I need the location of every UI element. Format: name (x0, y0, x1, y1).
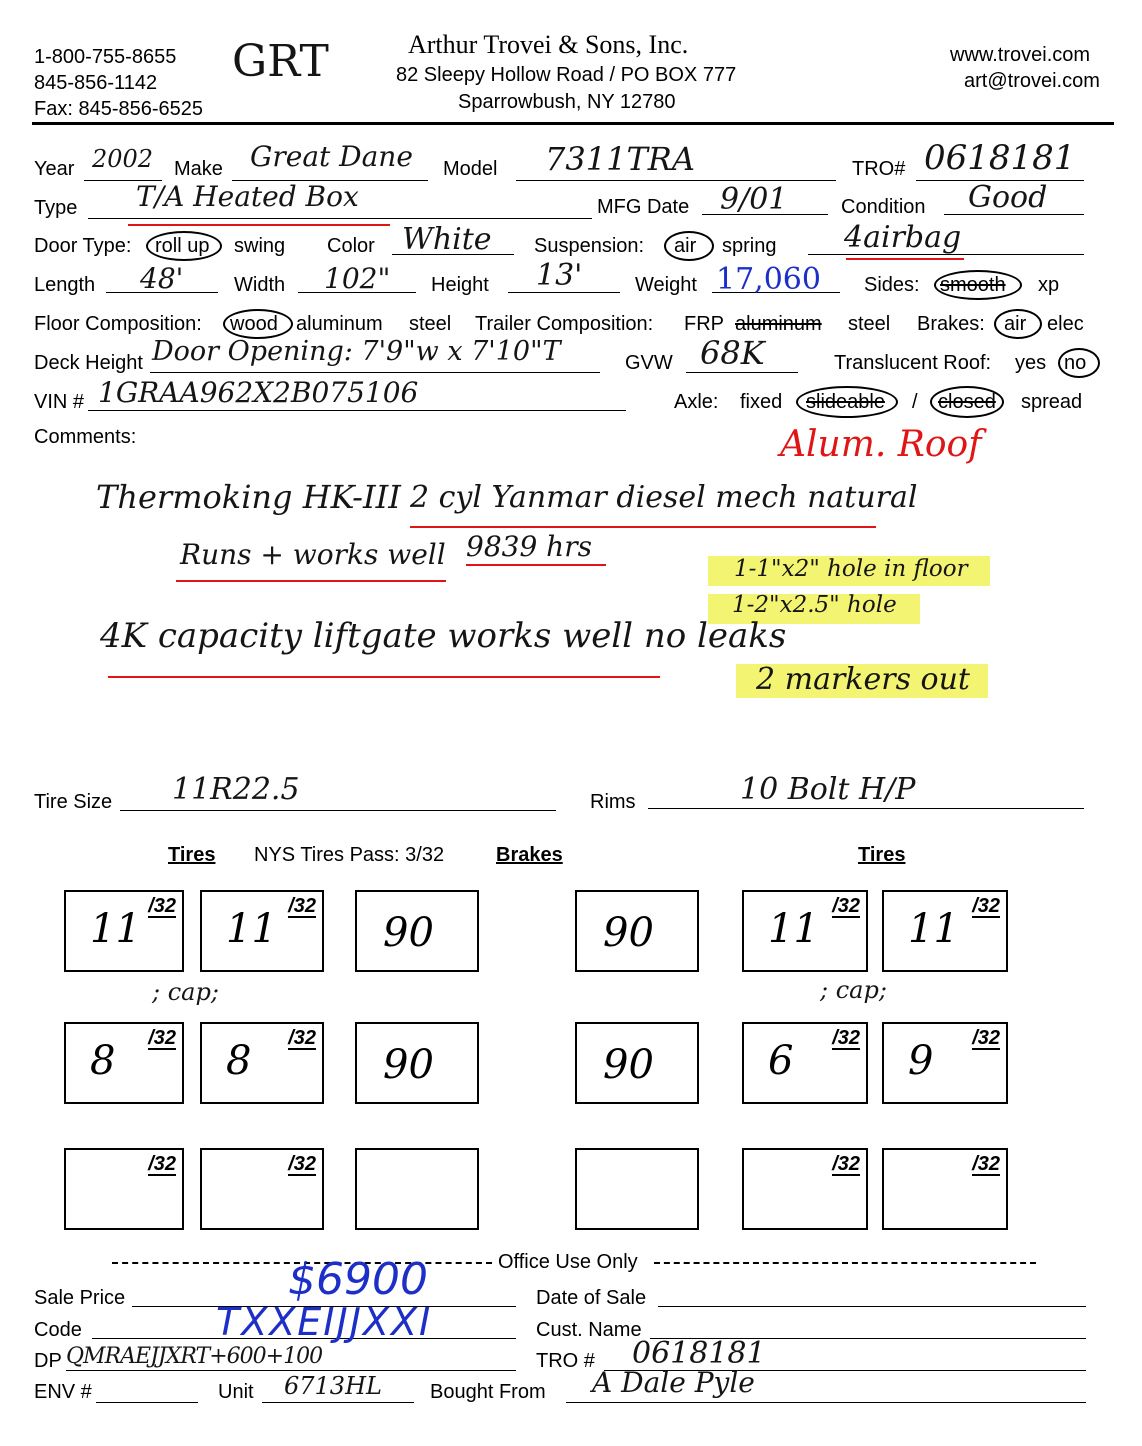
brakes-elec: elec (1047, 313, 1084, 335)
tire-box-r2-c1 (64, 1022, 184, 1104)
office-dash-right (654, 1262, 1036, 1264)
suspension-label: Suspension: (534, 235, 645, 257)
note-markers: 2 markers out (756, 662, 970, 697)
brakes-header: Brakes (496, 844, 563, 866)
suspension-spring: spring (722, 235, 777, 257)
mfg-date-label: MFG Date (597, 196, 690, 218)
translucent-no: no (1064, 352, 1087, 374)
color-value: White (402, 222, 492, 257)
tread-fraction-label: /32 (148, 1027, 176, 1049)
handwritten-code: GRT (232, 36, 329, 87)
tread-depth-value: 11 (90, 906, 141, 952)
dp-label: DP (34, 1350, 62, 1372)
tread-fraction-label: /32 (972, 1153, 1000, 1175)
brake-box-r2-c3 (355, 1022, 479, 1104)
tread-depth-value: 11 (908, 906, 959, 952)
door-roll-up: roll up (155, 235, 210, 257)
cap-note-right: ; cap; (820, 976, 887, 1004)
type-label: Type (34, 197, 78, 219)
type-value: T/A Heated Box (136, 180, 359, 213)
tire-box-r3-c1 (64, 1148, 184, 1230)
wood-circle (223, 309, 293, 339)
tread-depth-value: 6 (768, 1038, 794, 1084)
gvw-value: 68K (700, 334, 765, 372)
sale-price-value: $6900 (288, 1254, 428, 1305)
axle-slash: / (912, 391, 918, 413)
sides-label: Sides: (864, 274, 920, 296)
floor-wood: wood (230, 313, 278, 335)
comments-label: Comments: (34, 426, 137, 448)
tire-box-r3-c5 (742, 1148, 868, 1230)
no-circle (1058, 348, 1100, 378)
tread-fraction-label: /32 (972, 895, 1000, 917)
door-swing: swing (234, 235, 286, 257)
weight-value: 17,060 (716, 262, 821, 297)
brake-box-r3-c4 (575, 1148, 699, 1230)
tread-fraction-label: /32 (148, 1153, 176, 1175)
sale-price-label: Sale Price (34, 1287, 126, 1309)
comment-liftgate: 4K capacity liftgate works well no leaks (100, 616, 787, 656)
vin-label: VIN # (34, 391, 85, 413)
tire-size-label: Tire Size (34, 791, 113, 813)
axle-fixed: fixed (740, 391, 783, 413)
tires-header-left: Tires (168, 844, 216, 866)
closed-circle (930, 386, 1004, 418)
length-value: 48' (140, 262, 184, 295)
tread-fraction-label: /32 (832, 1153, 860, 1175)
year-value: 2002 (92, 145, 154, 173)
unit-value: 6713HL (284, 1372, 382, 1400)
note-hole: 1-2"x2.5" hole (732, 592, 897, 618)
trailer-comp-label: Trailer Composition: (475, 313, 654, 335)
brake-box-r2-c4 (575, 1022, 699, 1104)
cap-note-left: ; cap; (152, 978, 219, 1006)
width-value: 102" (324, 262, 391, 295)
length-label: Length (34, 274, 96, 296)
brakes-air: air (1004, 313, 1027, 335)
tire-box-r1-c6 (882, 890, 1008, 972)
office-use-label: Office Use Only (498, 1251, 638, 1273)
unit-label: Unit (218, 1381, 254, 1403)
comment-hours: 9839 hrs (466, 530, 592, 563)
tread-fraction-label: /32 (832, 1027, 860, 1049)
slideable-circle (796, 386, 898, 418)
height-value: 13' (536, 258, 583, 293)
brake-value: 90 (383, 1042, 434, 1088)
brake-box-r1-c4 (575, 890, 699, 972)
nys-tires-pass: NYS Tires Pass: 3/32 (254, 844, 445, 866)
suspension-value: 4airbag (844, 220, 962, 255)
bought-from-value: A Dale Pyle (592, 1366, 755, 1399)
note-hole-floor: 1-1"x2" hole in floor (734, 556, 968, 582)
model-label: Model (443, 158, 498, 180)
translucent-yes: yes (1015, 352, 1047, 374)
tires-header-right: Tires (858, 844, 906, 866)
date-of-sale-label: Date of Sale (536, 1287, 647, 1309)
tro-label: TRO# (852, 158, 906, 180)
tire-box-r2-c5 (742, 1022, 868, 1104)
axle-closed: closed (938, 391, 996, 413)
air-circle (664, 231, 714, 261)
trailer-aluminum: aluminum (735, 313, 822, 335)
tire-box-r1-c5 (742, 890, 868, 972)
phone-1: 1-800-755-8655 (34, 46, 177, 68)
tire-size-value: 11R22.5 (172, 772, 300, 807)
year-label: Year (34, 158, 75, 180)
vin-value: 1GRAA962X2B075106 (98, 376, 419, 409)
sides-xp: xp (1038, 274, 1060, 296)
tread-fraction-label: /32 (972, 1027, 1000, 1049)
make-value: Great Dane (250, 140, 413, 173)
dp-value: QMRAEJJXRT+600+100 (66, 1344, 323, 1369)
height-label: Height (431, 274, 489, 296)
brakes-air-circle (994, 309, 1042, 339)
gvw-label: GVW (625, 352, 673, 374)
brake-value: 90 (603, 910, 654, 956)
comment-runs-well: Runs + works well (180, 538, 446, 571)
comment-thermoking: Thermoking HK-III (96, 478, 401, 516)
tro-value: 0618181 (924, 138, 1076, 178)
comment-engine: 2 cyl Yanmar diesel mech natural (410, 480, 918, 515)
tire-box-r2-c6 (882, 1022, 1008, 1104)
company-name: Arthur Trovei & Sons, Inc. (408, 30, 689, 59)
axle-label: Axle: (674, 391, 719, 413)
brake-box-r1-c3 (355, 890, 479, 972)
tire-box-r3-c2 (200, 1148, 324, 1230)
door-type-label: Door Type: (34, 235, 132, 257)
brake-value: 90 (383, 910, 434, 956)
tro2-label: TRO # (536, 1350, 595, 1372)
tread-depth-value: 8 (90, 1038, 116, 1084)
trailer-frp: FRP (684, 313, 724, 335)
tread-fraction-label: /32 (288, 895, 316, 917)
address-line-2: Sparrowbush, NY 12780 (458, 91, 676, 113)
tread-fraction-label: /32 (288, 1153, 316, 1175)
suspension-air: air (674, 235, 697, 257)
width-label: Width (234, 274, 286, 296)
tire-box-r3-c6 (882, 1148, 1008, 1230)
weight-label: Weight (635, 274, 697, 296)
tro2-value: 0618181 (632, 1336, 766, 1371)
condition-value: Good (968, 180, 1048, 215)
email: art@trovei.com (964, 70, 1100, 92)
brake-value: 90 (603, 1042, 654, 1088)
condition-label: Condition (841, 196, 926, 218)
tread-fraction-label: /32 (832, 895, 860, 917)
tread-depth-value: 11 (768, 906, 819, 952)
tread-depth-value: 8 (226, 1038, 252, 1084)
brake-box-r3-c3 (355, 1148, 479, 1230)
floor-comp-label: Floor Composition: (34, 313, 202, 335)
phone-2: 845-856-1142 (34, 72, 158, 94)
comment-alum-roof: Alum. Roof (780, 424, 982, 465)
bought-from-label: Bought From (430, 1381, 546, 1403)
address-line-1: 82 Sleepy Hollow Road / PO BOX 777 (396, 64, 737, 86)
mfg-date-value: 9/01 (720, 182, 788, 217)
deck-height-label: Deck Height (34, 352, 143, 374)
brakes-label: Brakes: (917, 313, 985, 335)
deck-height-value: Door Opening: 7'9"w x 7'10"T (152, 336, 561, 367)
model-value: 7311TRA (545, 140, 695, 178)
tread-fraction-label: /32 (288, 1027, 316, 1049)
env-label: ENV # (34, 1381, 92, 1403)
color-label: Color (327, 235, 375, 257)
tire-box-r1-c1 (64, 890, 184, 972)
floor-steel: steel (409, 313, 452, 335)
tread-depth-value: 11 (226, 906, 277, 952)
make-label: Make (174, 158, 223, 180)
rims-value: 10 Bolt H/P (740, 772, 916, 807)
cust-name-label: Cust. Name (536, 1319, 642, 1341)
floor-aluminum: aluminum (296, 313, 383, 335)
tire-box-r2-c2 (200, 1022, 324, 1104)
roll-up-circle (146, 231, 222, 261)
axle-spread: spread (1021, 391, 1083, 413)
smooth-circle (934, 270, 1022, 300)
tread-fraction-label: /32 (148, 895, 176, 917)
code-label: Code (34, 1319, 82, 1341)
code-value: TXXEIJJXXI (216, 1300, 433, 1344)
translucent-roof-label: Translucent Roof: (834, 352, 992, 374)
sides-smooth: smooth (940, 274, 1006, 296)
fax: Fax: 845-856-6525 (34, 98, 204, 120)
tire-box-r1-c2 (200, 890, 324, 972)
header-divider (32, 122, 1114, 125)
tread-depth-value: 9 (908, 1038, 934, 1084)
rims-label: Rims (590, 791, 636, 813)
axle-slideable: slideable (806, 391, 885, 413)
website: www.trovei.com (950, 44, 1091, 66)
trailer-steel: steel (848, 313, 891, 335)
